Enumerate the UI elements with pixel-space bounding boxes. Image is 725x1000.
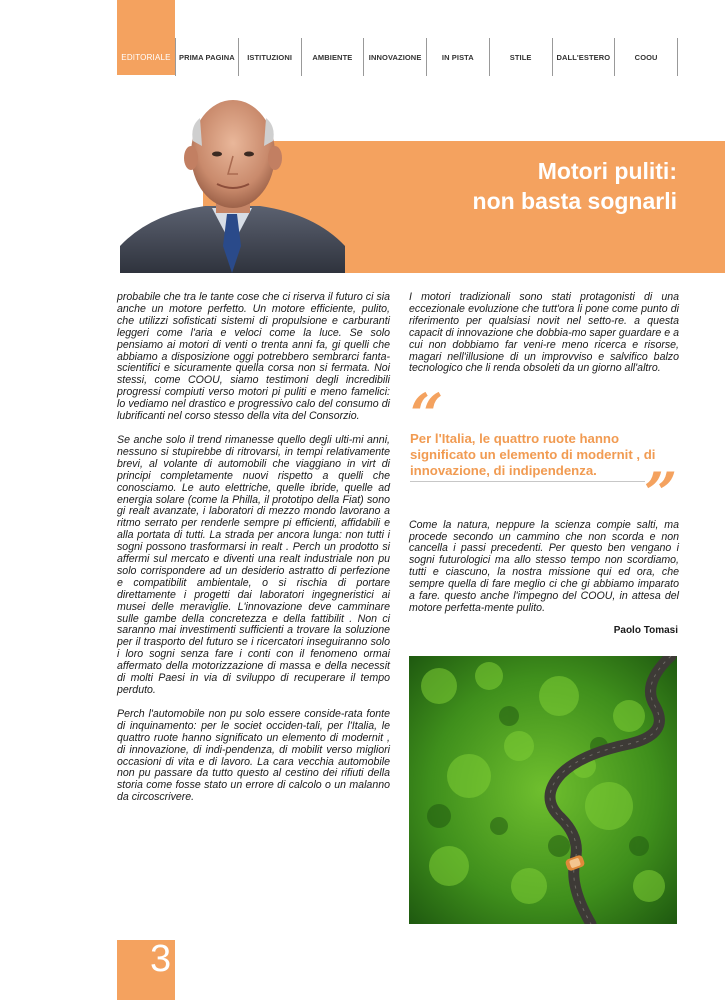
paragraph: Se anche solo il trend rimanesse quello degli ulti-mi anni, nessuno si stupirebbe di ritrovarsi, in tempi relativamente brevi, al volante di automobili che viaggiano in virt di principi completamente nuovi rispetto a quelli che conosciamo. Le auto elettriche, quelle ibride, quelle ad energia solare (come la Philla, il prototipo della Fiat) sono gi realt avanzate, i laboratori di mezzo mondo lavorano a ritmo serrato per renderle sempre pi efficienti, affidabili e alla portata di tutti. La strada per ancora lunga: non tutti i sogni possono trasformarsi in realt . Perch un prodotto si affermi sul mercato e diventi una realt industriale non pu solo corrispondere ad un desiderio astratto di perfezione e compatibilit ambientale, o si rischia di portare direttamente i progetti dai laboratori ingegneristici ai musei delle meraviglie. L'innovazione deve camminare sulle gambe della concretezza e della fattibilit . Non ci saranno mai investimenti sufficienti a trovare la soluzione per il trasporto del futuro se i ricercatori inseguiranno solo i loro sogni senza fare i conti con il fenomeno ormai affermato della motorizzazione di massa e della necessit di molti Paesi in via di sviluppo di recuperare il tempo perduto. xyxy=(117,433,390,696)
close-quote-icon: ” xyxy=(644,460,678,528)
pull-quote: Per l'Italia, le quattro ruote hanno significato un elemento di modernit , di innovazione, di indipendenza. xyxy=(410,431,656,478)
nav-item-in-pista[interactable]: IN PISTA xyxy=(426,38,489,76)
paragraph: I motori tradizionali sono stati protagonisti di una eccezionale evoluzione che tutt'ora li pone come punto di riferimento per qualsiasi novit nel setto-re. a questa capacit di innovazione che dobbia-mo saper guardare e a cui non dobbiamo far veni-re meno ricerca e risorse, magari nell'illusione di un improvviso e salvifico balzo tecnologico che li renda obsoleti da un giorno all'altro. xyxy=(409,291,679,375)
nav-item-coou[interactable]: COOU xyxy=(614,38,678,76)
section-nav xyxy=(175,38,678,76)
article-right-column xyxy=(409,292,679,375)
open-quote-icon: “ xyxy=(410,381,444,449)
headline-line-1: Motori puliti: xyxy=(537,158,677,184)
nav-item-stile[interactable]: STILE xyxy=(489,38,552,76)
forest-road-photo xyxy=(409,656,677,924)
author-name: Paolo Tomasi xyxy=(613,625,678,636)
headline-line-2: non basta sognarli xyxy=(472,188,677,214)
nav-item-prima-pagina[interactable]: PRIMA PAGINA xyxy=(175,38,238,76)
nav-item-innovazione[interactable]: INNOVAZIONE xyxy=(363,38,426,76)
paragraph: Come la natura, neppure la scienza compie salti, ma procede secondo un cammino che non scorda e non cancella i passi precedenti. Per questo ben vengano i sogni futurologici ma allo stesso tempo non scordiamo, tutti e ciascuno, la nostra missione qui ed ora, che sempre quella di fare meglio ci che gi abbiamo imparato a fare. questo anche l'impegno del COOU, in attesa del motore perfetta-mente pulito. xyxy=(409,518,679,614)
paragraph: probabile che tra le tante cose che ci riserva il futuro ci sia anche un motore perfetto. Un motore efficiente, pulito, che utilizzi sofisticati sistemi di propulsione e carburanti leggeri come l'aria e veloci come la luce. Se solo pensiamo ai motori di venti o trenta anni fa, gi quelli che abbiamo a disposizione oggi potrebbero sembrarci fanta-scientifici e sicuramente quella corsa non si fermata. Noi stessi, come COOU, siamo testimoni degli incredibili progressi compiuti verso motori pi puliti e meno famelici: lo vediamo nel drastico e progressivo calo del consumo di lubrificanti nel corso stesso della vita del Consorzio. xyxy=(117,291,390,423)
page-number: 3 xyxy=(150,938,172,980)
nav-item-ambiente[interactable]: AMBIENTE xyxy=(301,38,364,76)
article-right-column-continued xyxy=(409,509,679,625)
article-headline xyxy=(473,156,677,216)
nav-item-dall-estero[interactable]: DALL'ESTERO xyxy=(552,38,615,76)
section-tab-label: EDITORIALE xyxy=(121,53,171,62)
divider xyxy=(410,481,645,482)
section-tab-editoriale[interactable] xyxy=(117,0,175,75)
paragraph: Perch l'automobile non pu solo essere conside-rata fonte di inquinamento: per le societ occiden-tali, per l'Italia, le quattro ruote hanno significato un elemento di modernit , di innovazione, di indi-pendenza, di mobilit verso migliori occasioni di vita e di lavoro. La cara vecchia automobile non pu passare da tutto questo al cestino dei rifiuti della storia come fosse stato un errore di calcolo o un malanno da circoscrivere. xyxy=(117,707,390,804)
author-portrait-photo xyxy=(120,96,345,273)
article-left-column xyxy=(117,292,390,816)
nav-item-istituzioni[interactable]: ISTITUZIONI xyxy=(238,38,301,76)
